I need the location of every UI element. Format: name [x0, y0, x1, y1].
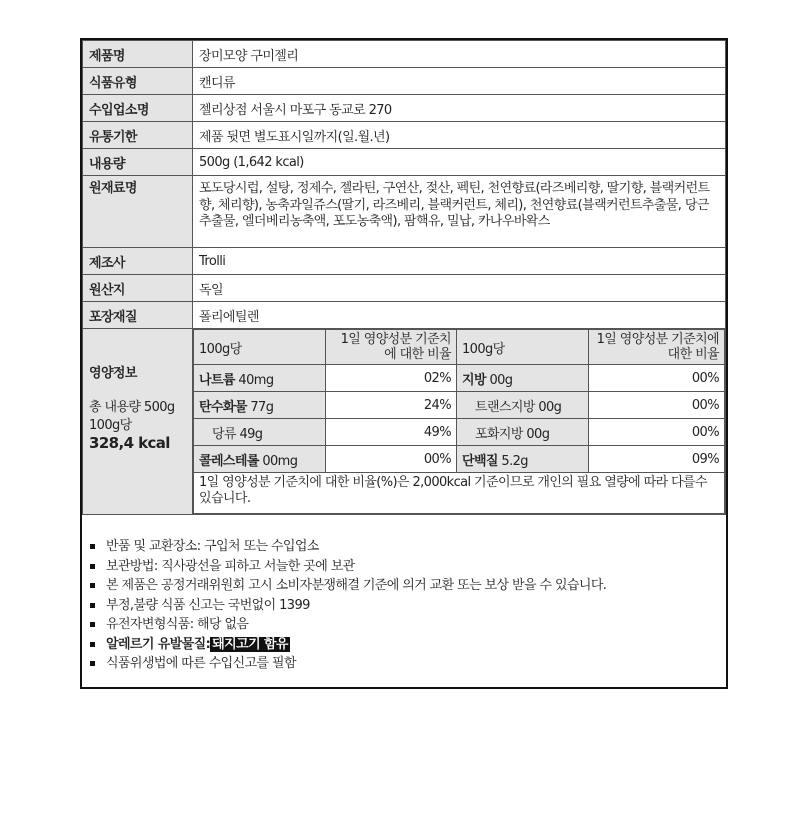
- nutrition-row: [194, 446, 725, 473]
- nutrition-header-note: 1일 영양성분 기준치에 대한 비율: [326, 330, 457, 365]
- importer-value: 젤리상점 서울시 마포구 동교로 270: [193, 95, 726, 122]
- nutrition-cell: [193, 329, 726, 515]
- notice-item: 식품위생법에 따른 수입신고를 필함: [90, 654, 726, 674]
- nutrient-cholesterol: [194, 446, 326, 473]
- nutrient-percent: 00%: [326, 446, 457, 473]
- notice-item: 본 제품은 공정거래위원회 고시 소비자분쟁해결 기준에 의거 교환 또는 보상 받을 수 있습니다.: [90, 576, 726, 596]
- origin-label: 원산지: [83, 275, 193, 302]
- info-row-importer: [83, 95, 726, 122]
- product-info-table: [82, 40, 726, 515]
- nutrient-amount: 00g: [526, 426, 550, 442]
- nutrient-sugars: [194, 419, 326, 446]
- volume-label: 내용량: [83, 149, 193, 176]
- nutrient-name: 단백질: [462, 453, 498, 469]
- notice-item: 반품 및 교환장소: 구입처 또는 수입업소: [90, 537, 726, 557]
- nutrient-carbs: [194, 392, 326, 419]
- nutrition-header-per-2: 100g당: [457, 330, 589, 365]
- nutrient-name: 당류: [212, 426, 236, 442]
- nutrient-amount: 00mg: [262, 453, 298, 469]
- nutrient-name: 트랜스지방: [475, 399, 535, 415]
- info-row-volume: [83, 149, 726, 176]
- manufacturer-label: 제조사: [83, 248, 193, 275]
- nutrient-sodium: [194, 365, 326, 392]
- nutrient-amount: 77g: [250, 399, 274, 415]
- expiry-value: 제품 뒷면 별도표시일까지(일.월.년): [193, 122, 726, 149]
- nutrient-name: 나트륨: [199, 372, 235, 388]
- nutrient-percent: 24%: [326, 392, 457, 419]
- ingredients-value: 포도당시럽, 설탕, 정제수, 젤라틴, 구연산, 젖산, 펙틴, 천연향료(라즈베리향, 딸기향, 블랙커런트향, 체리향), 농축과일쥬스(딸기, 라즈베리, 블랙커런트, 체리), 천연향료(블랙커런트추출물, 당근추출물, 엘더베리농축액, 포도농축액), 팜핵유, 밀납, 카나우바왁스: [193, 176, 726, 248]
- product-name-value: 장미모양 구미젤리: [193, 41, 726, 68]
- notice-item: 유전자변형식품: 해당 없음: [90, 615, 726, 635]
- nutrition-header-row: [194, 330, 725, 365]
- nutrient-saturated-fat: [457, 419, 589, 446]
- nutrient-amount: 40mg: [238, 372, 274, 388]
- info-row-packaging: [83, 302, 726, 329]
- notice-item: 부정,불량 식품 신고는 국번없이 1399: [90, 596, 726, 616]
- nutrition-header-per: 100g당: [194, 330, 326, 365]
- nutrient-amount: 00g: [538, 399, 562, 415]
- nutrient-percent: 00%: [589, 365, 725, 392]
- notice-item: 보관방법: 직사광선을 피하고 서늘한 곳에 보관: [90, 557, 726, 577]
- packaging-label: 포장재질: [83, 302, 193, 329]
- info-row-nutrition: [83, 329, 726, 515]
- nutrient-percent: 09%: [589, 446, 725, 473]
- info-row-food-type: [83, 68, 726, 95]
- nutrient-amount: 5.2g: [501, 453, 528, 469]
- info-row-expiry: [83, 122, 726, 149]
- nutrient-protein: [457, 446, 589, 473]
- nutrient-percent: 00%: [589, 419, 725, 446]
- info-row-manufacturer: [83, 248, 726, 275]
- allergy-item: [90, 635, 726, 655]
- info-row-origin: [83, 275, 726, 302]
- nutrition-header-note-2: 1일 영양성분 기준치에 대한 비율: [589, 330, 725, 365]
- nutrient-name: 탄수화물: [199, 399, 247, 415]
- volume-value: 500g (1,642 kcal): [193, 149, 726, 176]
- notice-list: [82, 515, 726, 674]
- food-type-label: 식품유형: [83, 68, 193, 95]
- packaging-value: 폴리에틸렌: [193, 302, 726, 329]
- nutrient-percent: 49%: [326, 419, 457, 446]
- nutrition-row: [194, 419, 725, 446]
- nutrient-percent: 00%: [589, 392, 725, 419]
- nutrient-fat: [457, 365, 589, 392]
- allergy-label: 알레르기 유발물질:: [106, 636, 211, 652]
- nutrition-table: [193, 329, 725, 514]
- nutrition-footnote-row: [194, 473, 725, 514]
- manufacturer-value: Trolli: [193, 248, 726, 275]
- nutrition-label-cell: [83, 329, 193, 515]
- info-row-ingredients: [83, 176, 726, 248]
- nutrition-row: [194, 365, 725, 392]
- nutrient-name: 콜레스테롤: [199, 453, 259, 469]
- nutrition-kcal: 328,4 kcal: [89, 434, 170, 452]
- nutrition-per: 100g당: [89, 418, 132, 433]
- ingredients-label: 원재료명: [83, 176, 193, 248]
- nutrition-label: 영양정보: [89, 366, 137, 381]
- nutrient-name: 지방: [462, 372, 486, 388]
- nutrition-footnote: 1일 영양성분 기준치에 대한 비율(%)은 2,000kcal 기준이므로 개인의 필요 열량에 따라 다를수 있습니다.: [194, 473, 725, 514]
- food-label-sheet: [80, 38, 728, 689]
- nutrient-amount: 49g: [239, 426, 263, 442]
- nutrient-percent: 02%: [326, 365, 457, 392]
- importer-label: 수입업소명: [83, 95, 193, 122]
- nutrient-name: 포화지방: [475, 426, 523, 442]
- food-type-value: 캔디류: [193, 68, 726, 95]
- nutrient-trans-fat: [457, 392, 589, 419]
- origin-value: 독일: [193, 275, 726, 302]
- expiry-label: 유통기한: [83, 122, 193, 149]
- nutrition-row: [194, 392, 725, 419]
- nutrition-total: 총 내용량 500g: [89, 400, 175, 415]
- info-row-product-name: [83, 41, 726, 68]
- nutrient-amount: 00g: [489, 372, 513, 388]
- product-name-label: 제품명: [83, 41, 193, 68]
- allergy-value: 돼지고기 함유: [212, 636, 288, 652]
